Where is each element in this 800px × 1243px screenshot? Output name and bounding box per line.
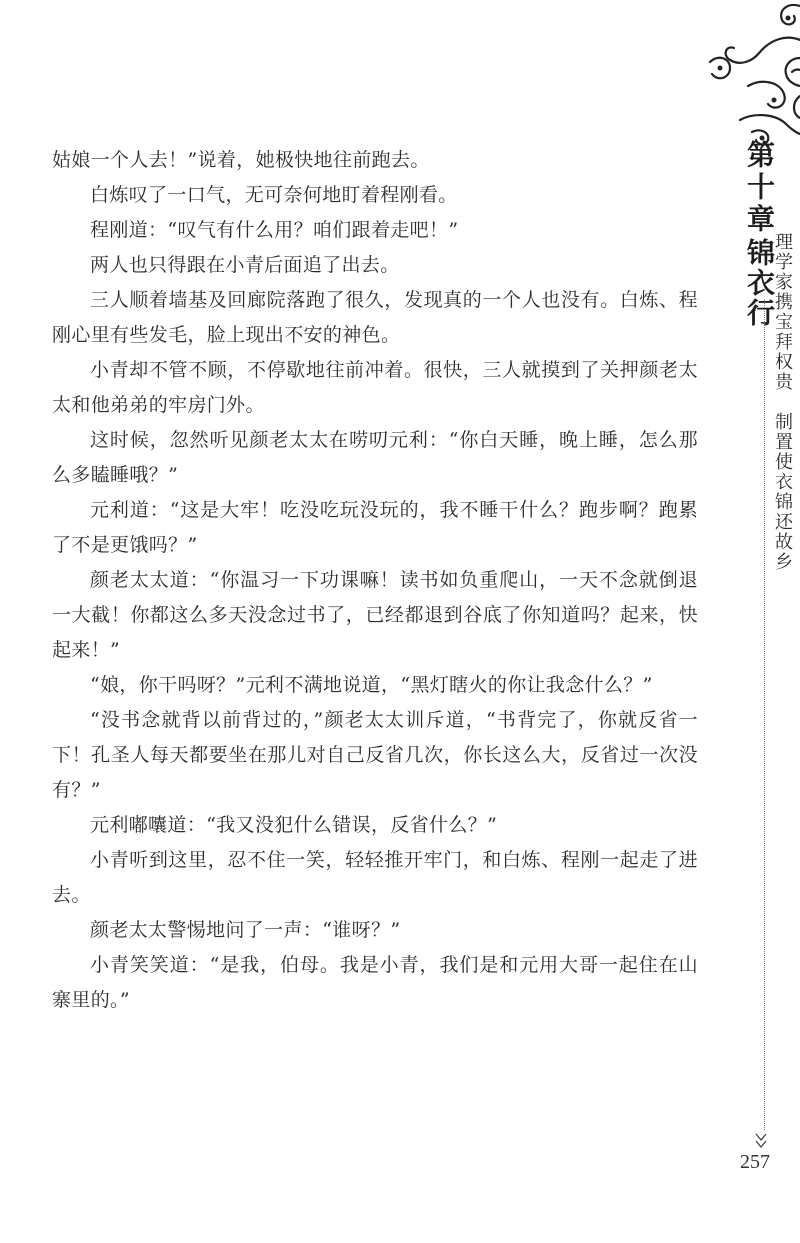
paragraph: 这时候，忽然听见颜老太太在唠叨元利：“你白天睡，晚上睡，怎么那么多瞌睡哦？” (52, 429, 698, 486)
double-chevron-down-icon (753, 1131, 769, 1151)
paragraph: 颜老太太道：“你温习一下功课嘛！读书如负重爬山，一天不念就倒退一大截！你都这么多天没念过书了，已经都退到谷底了你知道吗？起来，快起来！” (52, 569, 698, 661)
paragraph: 小青却不管不顾，不停歇地往前冲着。很快，三人就摸到了关押颜老太太和他弟弟的牢房门外。 (52, 359, 698, 416)
body-text (52, 143, 698, 1018)
paragraph: 姑娘一个人去！”说着，她极快地往前跑去。 (52, 149, 430, 171)
section-title: 锦衣行 (743, 238, 776, 328)
paragraph: 元利道：“这是大牢！吃没吃玩没玩的，我不睡干什么？跑步啊？跑累了不是更饿吗？” (52, 499, 698, 556)
paragraph: 小青笑笑道：“是我，伯母。我是小青，我们是和元用大哥一起住在山寨里的。” (52, 954, 698, 1011)
chapter-label: 第十章 (743, 140, 776, 236)
paragraph: 颜老太太警惕地问了一声：“谁呀？” (90, 919, 401, 941)
paragraph: “娘，你干吗呀？”元利不满地说道，“黑灯瞎火的你让我念什么？” (90, 674, 653, 696)
page-number: 257 (740, 1151, 770, 1173)
paragraph: 三人顺着墙基及回廊院落跑了很久，发现真的一个人也没有。白炼、程刚心里有些发毛，脸上现出不安的神色。 (52, 289, 698, 346)
paragraph: 白炼叹了一口气，无可奈何地盯着程刚看。 (90, 184, 458, 206)
paragraph: 小青听到这里，忍不住一笑，轻轻推开牢门，和白炼、程刚一起走了进去。 (52, 849, 698, 906)
paragraph: 元利嘟囔道：“我又没犯什么错误，反省什么？” (90, 814, 498, 836)
chapter-subtitle: 理学家携宝拜权贵 制置使衣锦还故乡 (772, 232, 793, 572)
margin-dotted-rule (764, 300, 765, 1130)
paragraph: 两人也只得跟在小青后面追了出去。 (90, 254, 400, 276)
paragraph: “没书念就背以前背过的，”颜老太太训斥道，“书背完了，你就反省一下！孔圣人每天都要坐在那儿对自己反省几次，你长这么大，反省过一次没有？” (52, 709, 698, 801)
cloud-ornament-icon (700, 0, 800, 150)
paragraph: 程刚道：“叹气有什么用？咱们跟着走吧！” (90, 219, 459, 241)
